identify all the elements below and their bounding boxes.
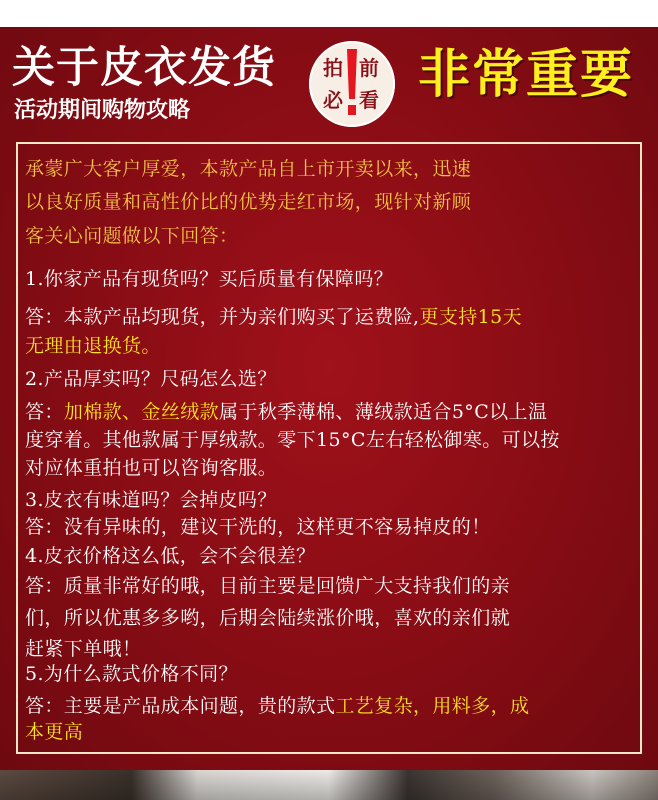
answer-4-line: 答：质量非常好的哦，目前主要是回馈广大支持我们的亲	[25, 575, 511, 597]
page-title: 关于皮衣发货	[12, 43, 276, 93]
question-4: 4.皮衣价格这么低，会不会很差？	[25, 545, 316, 567]
answer-4-line: 赶紧下单哦！	[25, 638, 142, 660]
answer-highlight: 加棉款、金丝绒款	[63, 401, 220, 423]
question-1: 1.你家产品有现货吗？买后质量有保障吗？	[25, 268, 394, 290]
intro-line: 承蒙广大客户厚爱，本款产品自上市开卖以来，迅速	[25, 158, 472, 180]
question-5: 5.为什么款式价格不同？	[25, 663, 238, 685]
answer-2-line: 对应体重拍也可以咨询客服。	[25, 457, 278, 479]
answer-1	[25, 303, 522, 331]
badge-char: 看	[359, 88, 379, 112]
answer-highlight: 更支持15天	[419, 306, 523, 328]
answer-5-highlight: 本更高	[25, 721, 84, 743]
intro-line: 客关心问题做以下回答：	[25, 225, 239, 247]
badge-char: 拍	[323, 56, 343, 80]
product-photo-strip	[0, 770, 658, 800]
answer-4-line: 们，所以优惠多多哟，后期会陆续涨价哦，喜欢的亲们就	[25, 607, 511, 629]
answer-5	[25, 692, 529, 720]
answer-1-highlight: 无理由退换货。	[25, 335, 161, 357]
answer-2-line: 度穿着。其他款属于厚绒款。零下15°C左右轻松御寒。可以按	[25, 429, 560, 451]
answer-text: 答：主要是产品成本问题，贵的款式	[25, 695, 336, 717]
answer-3: 答：没有异味的，建议干洗的，这样更不容易掉皮的！	[25, 516, 491, 538]
exclamation-icon	[345, 47, 359, 121]
must-read-badge	[309, 41, 395, 127]
answer-text: 答：本款产品均现货，并为亲们购买了运费险,	[25, 306, 420, 328]
answer-highlight: 工艺复杂，用料多，成	[335, 695, 530, 717]
page-subtitle: 活动期间购物攻略	[14, 98, 191, 123]
headline-very-important: 非常重要	[418, 45, 635, 105]
intro-line: 以良好质量和高性价比的优势走红市场，现针对新顾	[25, 191, 472, 213]
question-3: 3.皮衣有味道吗？会掉皮吗？	[25, 489, 277, 511]
badge-char: 前	[359, 56, 379, 80]
answer-text: 属于秋季薄棉、薄绒款适合5°C以上温	[219, 401, 548, 423]
photo-shade	[0, 770, 658, 800]
question-2: 2.产品厚实吗？尺码怎么选？	[25, 368, 277, 390]
answer-2	[25, 398, 547, 426]
answer-text: 答：	[25, 401, 64, 423]
badge-char: 必	[323, 88, 343, 112]
